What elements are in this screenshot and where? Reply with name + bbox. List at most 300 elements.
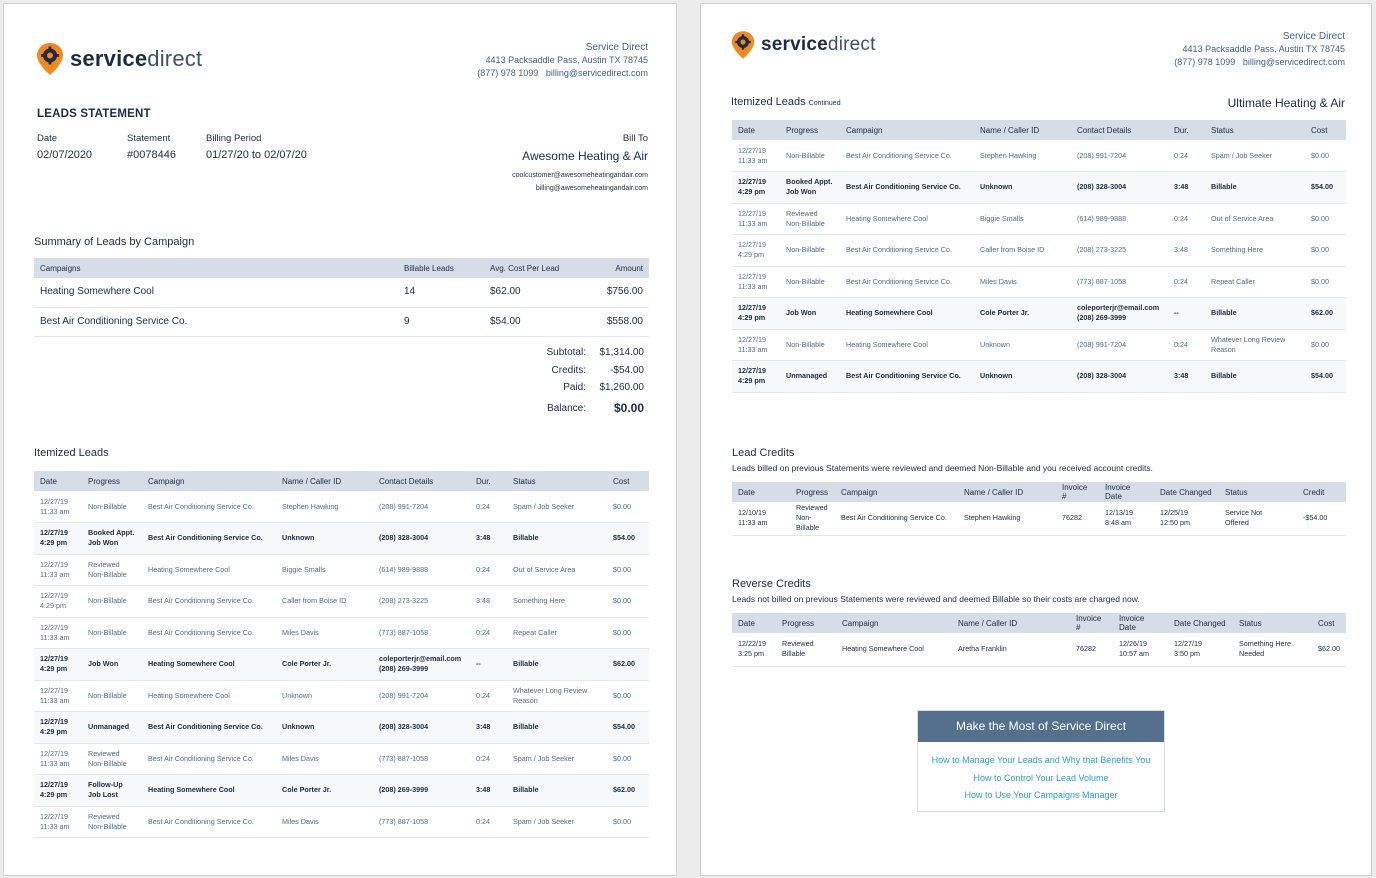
cell-date: 12/27/19 4:29 pm <box>732 298 780 330</box>
cell-duration: 3:48 <box>1168 172 1205 204</box>
itemized-table <box>34 471 649 838</box>
cell-campaign: Best Air Conditioning Service Co. <box>840 361 974 393</box>
statement-label: Statement <box>127 133 171 144</box>
rc-invoice: 76282 <box>1070 633 1113 666</box>
rc-col-progress: Progress <box>776 613 836 633</box>
rc-invoice-date: 12/26/19 10:57 am <box>1113 633 1168 666</box>
cell-status: Out of Service Area <box>507 554 607 586</box>
cell-progress: Booked Appt. Job Won <box>82 523 142 555</box>
cell-progress: Follow-Up Job Lost <box>82 775 142 807</box>
cell-name: Miles Davis <box>276 617 373 649</box>
cell-contact: (773) 887-1058 <box>373 617 470 649</box>
paid-value: $1,260.00 <box>599 382 644 394</box>
cell-progress: Non-Billable <box>82 617 142 649</box>
col-progress: Progress <box>82 471 142 491</box>
cell-date: 12/27/19 4:29 pm <box>34 649 82 681</box>
cell-cost: $62.00 <box>607 649 649 681</box>
cell-name: Biggie Smalls <box>276 554 373 586</box>
itemized-header-row <box>34 471 649 491</box>
cell-progress: Non-Billable <box>780 266 840 298</box>
cell-date: 12/27/19 11:33 am <box>34 806 82 838</box>
table-row <box>732 298 1346 330</box>
col-contact: Contact Details <box>1071 120 1168 140</box>
cell-campaign: Heating Somewhere Cool <box>142 554 276 586</box>
col-contact: Contact Details <box>373 471 470 491</box>
cell-name: Stephen Hawking <box>974 140 1071 172</box>
lc-date-changed: 12/25/19 12:50 pm <box>1154 502 1219 535</box>
summary-row <box>34 278 649 307</box>
cell-campaign: Heating Somewhere Cool <box>142 680 276 712</box>
cell-contact: (208) 328-3004 <box>1071 172 1168 204</box>
rc-name: Aretha Franklin <box>952 633 1070 666</box>
cell-status: Repeat Caller <box>507 617 607 649</box>
cell-cost: $0.00 <box>607 554 649 586</box>
cell-name: Biggie Smalls <box>974 203 1071 235</box>
bill-to-name: Awesome Heating & Air <box>522 149 648 163</box>
cell-campaign: Best Air Conditioning Service Co. <box>142 523 276 555</box>
company-email[interactable]: billing@servicedirect.com <box>545 68 648 78</box>
cell-progress: Booked Appt. Job Won <box>780 172 840 204</box>
cell-duration: 0:24 <box>470 491 507 523</box>
cell-cost: $0.00 <box>1305 266 1346 298</box>
cell-campaign: Heating Somewhere Cool <box>840 203 974 235</box>
rc-col-date-changed: Date Changed <box>1168 613 1233 633</box>
cell-date: 12/27/19 11:33 am <box>34 554 82 586</box>
promo-link-manage-leads[interactable]: How to Manage Your Leads and Why that Benefits You <box>931 755 1151 765</box>
cell-contact: (773) 887-1058 <box>373 743 470 775</box>
cell-progress: Non-Billable <box>780 235 840 267</box>
cell-campaign: Best Air Conditioning Service Co. <box>142 806 276 838</box>
cell-cost: $0.00 <box>607 680 649 712</box>
credits-value: -$54.00 <box>610 364 644 376</box>
cell-cost: $54.00 <box>1305 172 1346 204</box>
balance-label: Balance: <box>547 402 586 414</box>
itemized-table <box>732 120 1346 393</box>
cell-cost: $54.00 <box>607 712 649 744</box>
cell-date: 12/27/19 11:33 am <box>34 491 82 523</box>
cell-cost: $0.00 <box>1305 203 1346 235</box>
cell-status: Billable <box>1205 361 1305 393</box>
cell-duration: 3:48 <box>470 775 507 807</box>
cell-status: Spam / Job Seeker <box>507 491 607 523</box>
cell-name: Miles Davis <box>974 266 1071 298</box>
cell-progress: Non-Billable <box>82 491 142 523</box>
lc-progress: Reviewed Non-Billable <box>790 502 835 535</box>
cell-duration: -- <box>1168 298 1205 330</box>
subtotal-row <box>496 344 644 362</box>
lc-col-invoice-date: Invoice Date <box>1099 482 1154 502</box>
table-row <box>34 586 649 618</box>
summary-col-billable: Billable Leads <box>398 258 484 278</box>
cell-duration: 0:24 <box>1168 203 1205 235</box>
cell-contact: (773) 887-1058 <box>1071 266 1168 298</box>
cell-contact: (208) 269-3999 <box>373 775 470 807</box>
cell-date: 12/27/19 11:33 am <box>34 680 82 712</box>
cell-progress: Non-Billable <box>780 329 840 361</box>
summary-avg-cost: $62.00 <box>484 278 584 307</box>
cell-status: Whatever Long Review Reason <box>507 680 607 712</box>
bill-to-email-1[interactable]: coolcustomer@awesomeheatingandair.com <box>512 172 648 179</box>
reverse-credit-row <box>732 633 1346 666</box>
lead-credits-header-row <box>732 482 1346 502</box>
table-row <box>34 712 649 744</box>
date-label: Date <box>37 133 58 144</box>
summary-row <box>34 307 649 336</box>
cell-progress: Non-Billable <box>780 140 840 172</box>
cell-date: 12/27/19 4:29 pm <box>732 361 780 393</box>
summary-table <box>34 258 649 337</box>
summary-amount: $756.00 <box>584 278 649 307</box>
table-row <box>34 617 649 649</box>
cell-name: Cole Porter Jr. <box>276 649 373 681</box>
bill-to-emails <box>512 169 648 195</box>
col-name: Name / Caller ID <box>974 120 1071 140</box>
cell-name: Cole Porter Jr. <box>276 775 373 807</box>
rc-status: Something Here Needed <box>1233 633 1312 666</box>
summary-col-amount: Amount <box>584 258 649 278</box>
gear-pin-icon <box>731 30 755 60</box>
cell-status: Billable <box>507 649 607 681</box>
company-logo <box>731 30 876 60</box>
cell-campaign: Best Air Conditioning Service Co. <box>840 266 974 298</box>
company-address <box>1174 30 1345 69</box>
company-phone: (877) 978 1099 <box>1174 57 1236 67</box>
statement-date: 02/07/2020 <box>37 149 93 161</box>
cell-cost: $0.00 <box>1305 235 1346 267</box>
statement-number: #0078446 <box>127 149 176 161</box>
cell-status: Billable <box>507 523 607 555</box>
bill-to-label: Bill To <box>622 133 648 144</box>
summary-col-avg-cost: Avg. Cost Per Lead <box>484 258 584 278</box>
company-logo <box>36 42 202 76</box>
lc-date: 12/10/19 11:33 am <box>732 502 790 535</box>
cell-cost: $62.00 <box>607 775 649 807</box>
lc-col-name: Name / Caller ID <box>958 482 1056 502</box>
col-date: Date <box>732 120 780 140</box>
cell-date: 12/27/19 11:33 am <box>34 743 82 775</box>
cell-status: Billable <box>507 712 607 744</box>
lc-col-invoice: Invoice # <box>1056 482 1099 502</box>
itemized-header-row <box>732 120 1346 140</box>
rc-cost: $62.00 <box>1312 633 1346 666</box>
cell-date: 12/27/19 4:29 pm <box>732 235 780 267</box>
summary-col-campaigns: Campaigns <box>34 258 398 278</box>
company-name: Service Direct <box>1282 31 1345 42</box>
col-campaign: Campaign <box>840 120 974 140</box>
col-cost: Cost <box>607 471 649 491</box>
lc-campaign: Best Air Conditioning Service Co. <box>835 502 958 535</box>
reverse-credits-table <box>732 613 1346 667</box>
lead-credits-title: Lead Credits <box>732 447 795 459</box>
cell-status: Something Here <box>1205 235 1305 267</box>
lc-col-date: Date <box>732 482 790 502</box>
cell-progress: Unmanaged <box>82 712 142 744</box>
lc-col-date-changed: Date Changed <box>1154 482 1219 502</box>
lc-col-campaign: Campaign <box>835 482 958 502</box>
cell-duration: -- <box>470 649 507 681</box>
table-row <box>732 235 1346 267</box>
balance-row <box>496 397 644 420</box>
lc-col-progress: Progress <box>790 482 835 502</box>
rc-date-changed: 12/27/19 3:50 pm <box>1168 633 1233 666</box>
cell-progress: Job Won <box>82 649 142 681</box>
promo-box <box>917 710 1165 812</box>
customer-name: Ultimate Heating & Air <box>1227 96 1345 110</box>
lead-credit-row <box>732 502 1346 535</box>
cell-name: Caller from Boise ID <box>276 586 373 618</box>
cell-campaign: Best Air Conditioning Service Co. <box>142 586 276 618</box>
cell-date: 12/27/19 11:33 am <box>732 329 780 361</box>
cell-date: 12/27/19 11:33 am <box>34 617 82 649</box>
lead-credits-table <box>732 482 1346 536</box>
company-phone: (877) 978 1099 <box>477 68 539 78</box>
cell-name: Miles Davis <box>276 743 373 775</box>
lc-col-status: Status <box>1219 482 1297 502</box>
subtotal-value: $1,314.00 <box>599 347 644 359</box>
cell-status: Billable <box>507 775 607 807</box>
cell-date: 12/27/19 4:29 pm <box>34 775 82 807</box>
rc-date: 12/22/19 3:25 pm <box>732 633 776 666</box>
cell-date: 12/27/19 4:29 pm <box>34 586 82 618</box>
cell-progress: Reviewed Non-Billable <box>82 806 142 838</box>
statement-page-1 <box>3 3 677 876</box>
cell-cost: $0.00 <box>1305 329 1346 361</box>
summary-billable-leads: 9 <box>398 307 484 336</box>
company-email[interactable]: billing@servicedirect.com <box>1242 57 1345 67</box>
cell-name: Caller from Boise ID <box>974 235 1071 267</box>
cell-duration: 3:48 <box>1168 361 1205 393</box>
rc-campaign: Heating Somewhere Cool <box>836 633 952 666</box>
paid-label: Paid: <box>563 382 586 394</box>
cell-date: 12/27/19 11:33 am <box>732 140 780 172</box>
col-campaign: Campaign <box>142 471 276 491</box>
cell-campaign: Best Air Conditioning Service Co. <box>142 617 276 649</box>
cell-progress: Reviewed Non-Billable <box>82 743 142 775</box>
cell-name: Unknown <box>974 361 1071 393</box>
cell-status: Whatever Long Review Reason <box>1205 329 1305 361</box>
cell-campaign: Best Air Conditioning Service Co. <box>840 172 974 204</box>
cell-status: Spam / Job Seeker <box>1205 140 1305 172</box>
cell-duration: 3:48 <box>1168 235 1205 267</box>
summary-title: Summary of Leads by Campaign <box>34 236 195 248</box>
totals-block <box>496 344 644 420</box>
cell-campaign: Heating Somewhere Cool <box>840 329 974 361</box>
cell-name: Unknown <box>276 680 373 712</box>
company-name: Service Direct <box>585 42 648 53</box>
col-status: Status <box>1205 120 1305 140</box>
col-duration: Dur. <box>1168 120 1205 140</box>
company-street: 4413 Packsaddle Pass, Austin TX 78745 <box>1182 44 1345 54</box>
table-row <box>34 775 649 807</box>
cell-name: Miles Davis <box>276 806 373 838</box>
col-status: Status <box>507 471 607 491</box>
summary-amount: $558.00 <box>584 307 649 336</box>
cell-cost: $0.00 <box>607 743 649 775</box>
summary-campaign: Best Air Conditioning Service Co. <box>34 307 398 336</box>
billing-period-label: Billing Period <box>206 133 262 144</box>
summary-avg-cost: $54.00 <box>484 307 584 336</box>
company-address <box>477 41 648 80</box>
cell-duration: 0:24 <box>470 617 507 649</box>
cell-status: Out of Service Area <box>1205 203 1305 235</box>
lc-credit: -$54.00 <box>1297 502 1346 535</box>
credits-label: Credits: <box>551 364 586 376</box>
cell-contact: (208) 273-3225 <box>373 586 470 618</box>
table-row <box>732 172 1346 204</box>
cell-contact: coleporterjr@email.com (208) 269-3999 <box>373 649 470 681</box>
cell-status: Something Here <box>507 586 607 618</box>
bill-to-email-2[interactable]: billing@awesomeheatingandair.com <box>535 185 648 192</box>
lc-status: Service Not Offered <box>1219 502 1297 535</box>
promo-link-campaigns-manager[interactable]: How to Use Your Campaigns Manager <box>964 790 1118 800</box>
cell-contact: (208) 328-3004 <box>373 712 470 744</box>
promo-title: Make the Most of Service Direct <box>918 711 1164 742</box>
table-row <box>732 329 1346 361</box>
summary-campaign: Heating Somewhere Cool <box>34 278 398 307</box>
table-row <box>34 491 649 523</box>
continued-label: Continued <box>808 100 841 107</box>
rc-col-invoice: Invoice # <box>1070 613 1113 633</box>
cell-duration: 0:24 <box>470 743 507 775</box>
cell-progress: Reviewed Non-Billable <box>82 554 142 586</box>
cell-cost: $54.00 <box>607 523 649 555</box>
table-row <box>732 266 1346 298</box>
cell-progress: Non-Billable <box>82 680 142 712</box>
cell-status: Spam / Job Seeker <box>507 806 607 838</box>
cell-contact: (208) 273-3225 <box>1071 235 1168 267</box>
cell-cost: $0.00 <box>607 586 649 618</box>
cell-contact: (208) 991-7204 <box>373 680 470 712</box>
itemized-continued-title: Itemized Leads Continued <box>731 96 841 108</box>
col-progress: Progress <box>780 120 840 140</box>
rc-col-date: Date <box>732 613 776 633</box>
cell-campaign: Heating Somewhere Cool <box>142 775 276 807</box>
balance-value: $0.00 <box>613 401 644 415</box>
lead-credits-subtitle: Leads billed on previous Statements were reviewed and deemed Non-Billable and you received account credits. <box>732 463 1153 473</box>
table-row <box>732 203 1346 235</box>
col-date: Date <box>34 471 82 491</box>
cell-name: Cole Porter Jr. <box>974 298 1071 330</box>
cell-date: 12/27/19 11:33 am <box>732 266 780 298</box>
table-row <box>732 140 1346 172</box>
col-name: Name / Caller ID <box>276 471 373 491</box>
summary-billable-leads: 14 <box>398 278 484 307</box>
cell-date: 12/27/19 4:29 pm <box>34 712 82 744</box>
reverse-credits-subtitle: Leads not billed on previous Statements were reviewed and deemed Billable so their costs are charged now. <box>732 594 1140 604</box>
cell-date: 12/27/19 4:29 pm <box>732 172 780 204</box>
reverse-credits-title: Reverse Credits <box>732 578 811 590</box>
table-row <box>34 806 649 838</box>
table-row <box>34 743 649 775</box>
statement-page-2 <box>700 3 1372 876</box>
cell-progress: Job Won <box>780 298 840 330</box>
cell-name: Unknown <box>276 712 373 744</box>
cell-name: Stephen Hawking <box>276 491 373 523</box>
rc-col-status: Status <box>1233 613 1312 633</box>
rc-col-campaign: Campaign <box>836 613 952 633</box>
cell-contact: (208) 991-7204 <box>1071 329 1168 361</box>
cell-contact: (208) 328-3004 <box>373 523 470 555</box>
cell-name: Unknown <box>974 172 1071 204</box>
cell-campaign: Best Air Conditioning Service Co. <box>840 140 974 172</box>
lc-name: Stephen Hawking <box>958 502 1056 535</box>
cell-contact: (208) 328-3004 <box>1071 361 1168 393</box>
logo-wordmark: servicedirect <box>761 34 876 55</box>
rc-col-name: Name / Caller ID <box>952 613 1070 633</box>
itemized-title: Itemized Leads <box>34 447 109 459</box>
cell-date: 12/27/19 4:29 pm <box>34 523 82 555</box>
cell-campaign: Best Air Conditioning Service Co. <box>142 712 276 744</box>
cell-duration: 0:24 <box>470 554 507 586</box>
cell-name: Unknown <box>974 329 1071 361</box>
reverse-credits-header-row <box>732 613 1346 633</box>
lc-invoice: 76282 <box>1056 502 1099 535</box>
cell-campaign: Heating Somewhere Cool <box>840 298 974 330</box>
rc-col-cost: Cost <box>1312 613 1346 633</box>
promo-link-lead-volume[interactable]: How to Control Your Lead Volume <box>973 772 1109 783</box>
credits-row <box>496 362 644 380</box>
cell-cost: $54.00 <box>1305 361 1346 393</box>
cell-cost: $62.00 <box>1305 298 1346 330</box>
cell-name: Unknown <box>276 523 373 555</box>
subtotal-label: Subtotal: <box>546 347 586 359</box>
cell-contact: (208) 991-7204 <box>1071 140 1168 172</box>
table-row <box>732 361 1346 393</box>
cell-campaign: Best Air Conditioning Service Co. <box>142 743 276 775</box>
paid-row <box>496 379 644 397</box>
billing-period: 01/27/20 to 02/07/20 <box>206 149 307 161</box>
cell-progress: Reviewed Non-Billable <box>780 203 840 235</box>
cell-progress: Non-Billable <box>82 586 142 618</box>
cell-contact: (614) 989-9888 <box>1071 203 1168 235</box>
rc-col-invoice-date: Invoice Date <box>1113 613 1168 633</box>
cell-duration: 0:24 <box>1168 266 1205 298</box>
cell-duration: 0:24 <box>470 680 507 712</box>
table-row <box>34 554 649 586</box>
cell-contact: (773) 887-1058 <box>373 806 470 838</box>
cell-progress: Unmanaged <box>780 361 840 393</box>
cell-campaign: Best Air Conditioning Service Co. <box>142 491 276 523</box>
cell-campaign: Best Air Conditioning Service Co. <box>840 235 974 267</box>
cell-duration: 0:24 <box>1168 329 1205 361</box>
table-row <box>34 523 649 555</box>
cell-contact: coleporterjr@email.com (208) 269-3999 <box>1071 298 1168 330</box>
cell-duration: 0:24 <box>470 806 507 838</box>
cell-campaign: Heating Somewhere Cool <box>142 649 276 681</box>
logo-wordmark: servicedirect <box>70 46 203 71</box>
gear-pin-icon <box>36 42 64 76</box>
cell-contact: (208) 991-7204 <box>373 491 470 523</box>
cell-duration: 3:48 <box>470 586 507 618</box>
lc-col-credit: Credit <box>1297 482 1346 502</box>
cell-status: Billable <box>1205 172 1305 204</box>
table-row <box>34 649 649 681</box>
col-cost: Cost <box>1305 120 1346 140</box>
summary-header-row <box>34 258 649 278</box>
cell-cost: $0.00 <box>607 806 649 838</box>
cell-contact: (614) 989-9888 <box>373 554 470 586</box>
col-duration: Dur. <box>470 471 507 491</box>
cell-status: Billable <box>1205 298 1305 330</box>
cell-cost: $0.00 <box>1305 140 1346 172</box>
cell-duration: 0:24 <box>1168 140 1205 172</box>
table-row <box>34 680 649 712</box>
cell-cost: $0.00 <box>607 617 649 649</box>
cell-status: Spam / Job Seeker <box>507 743 607 775</box>
cell-duration: 3:48 <box>470 712 507 744</box>
cell-cost: $0.00 <box>607 491 649 523</box>
lc-invoice-date: 12/13/19 8:48 am <box>1099 502 1154 535</box>
